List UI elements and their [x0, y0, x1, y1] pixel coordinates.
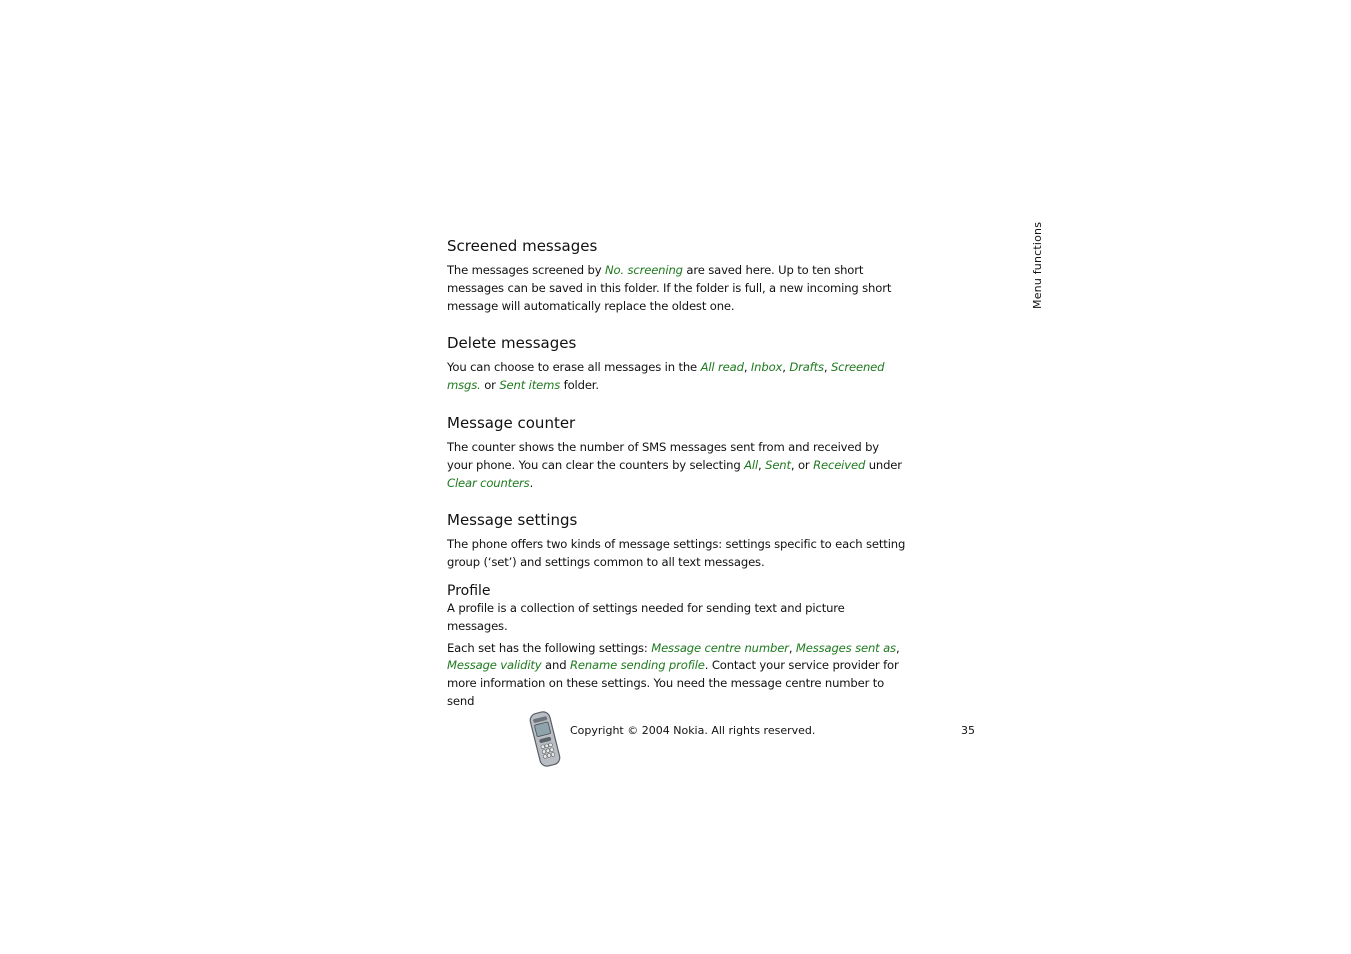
paragraph-screened: The messages screened by No. screening are saved here. Up to ten short messages can be saved in this folder. If the folder is full, a new incoming short message will automatically replace the oldest one. [447, 263, 892, 313]
term-all: All [744, 457, 759, 472]
paragraph-counter: The counter shows the number of SMS messages sent from and received by your phone. You can clear the counters by selecting All, Sent, or Received under Clear counters. [447, 439, 902, 490]
paragraph-profile-intro: A profile is a collection of settings needed for sending text and picture messages. [447, 600, 845, 633]
term-message-validity: Message validity [447, 658, 542, 673]
phone-icon [524, 710, 566, 768]
term-clear-counters: Clear counters [447, 475, 530, 490]
term-received: Received [813, 457, 866, 472]
term-sent: Sent [765, 457, 791, 472]
paragraph-settings: The phone offers two kinds of message settings: settings specific to each setting group (‘set’) and settings common to all text messages. [447, 537, 906, 570]
section-delete-messages [447, 333, 907, 395]
section-side-label: Menu functions [1031, 221, 1044, 309]
page-content [447, 236, 907, 711]
term-inbox: Inbox [750, 360, 783, 375]
footer-copyright: Copyright © 2004 Nokia. All rights reserved. [570, 724, 816, 737]
section-profile [447, 582, 907, 711]
heading-profile: Profile [447, 582, 491, 599]
section-message-counter [447, 413, 907, 492]
term-rename-sending-profile: Rename sending profile [569, 658, 705, 673]
heading-message-settings: Message settings [447, 511, 578, 530]
section-message-settings [447, 510, 907, 572]
page-number: 35 [961, 724, 975, 737]
heading-delete-messages: Delete messages [447, 334, 577, 353]
heading-screened-messages: Screened messages [447, 237, 598, 255]
term-screened-msgs: Screened msgs. [447, 360, 885, 393]
term-message-centre-number: Message centre number [651, 640, 789, 655]
term-sent-items: Sent items [499, 378, 561, 393]
section-screened-messages [447, 236, 907, 315]
heading-message-counter: Message counter [447, 413, 576, 432]
term-drafts: Drafts [789, 360, 824, 375]
term-messages-sent-as: Messages sent as [795, 640, 896, 655]
paragraph-profile-settings: Each set has the following settings: Message centre number, Messages sent as, Message validity and Rename sending profile. Contact your service provider for more information on these settings. You need the message centre number to send [447, 640, 900, 708]
paragraph-delete: You can choose to erase all messages in the All read, Inbox, Drafts, Screened msgs. or Sent items folder. [447, 360, 885, 393]
term-all-read: All read [700, 360, 744, 375]
term-no-screening: No. screening [604, 263, 683, 277]
